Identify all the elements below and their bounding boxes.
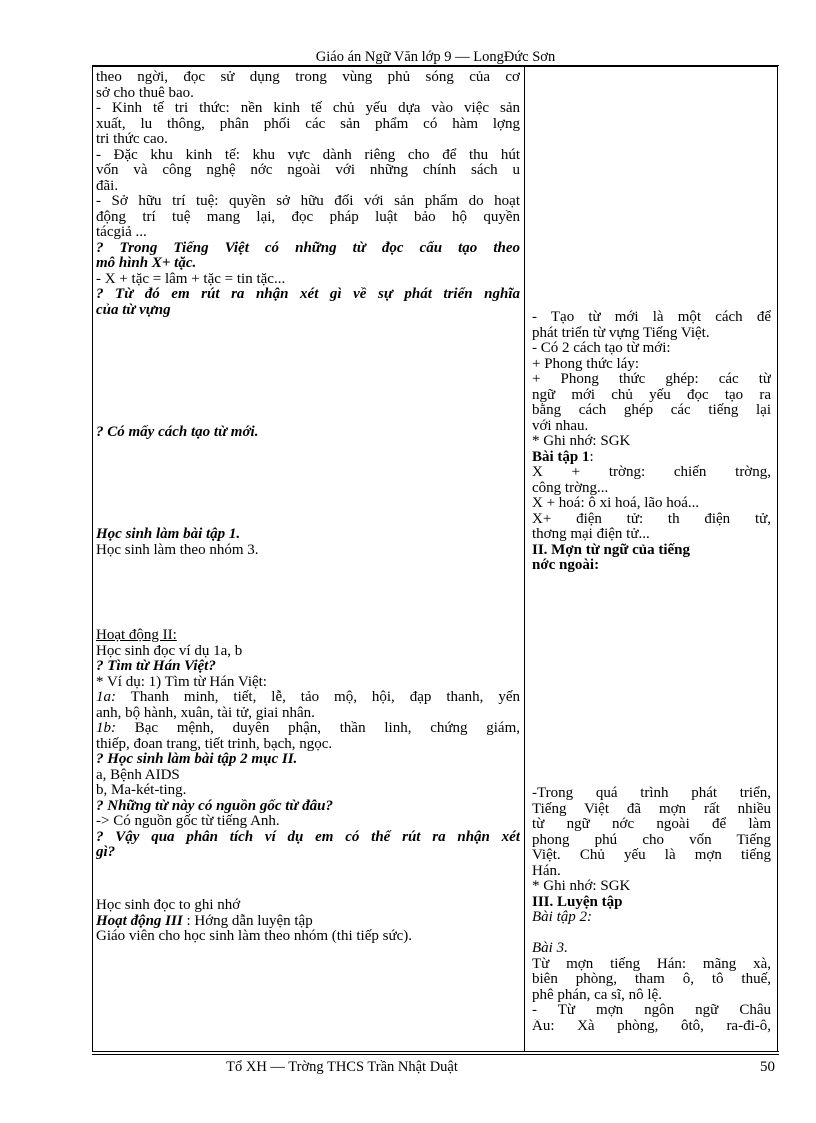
text-line: - Sở hữu trí tuệ: quyền sở hữu đối với sản phẩm do hoạt [96,194,520,209]
new-words-block [532,310,771,574]
example-label: 1a: [96,690,116,705]
text-line: sở cho thuê bao. [96,85,194,101]
text-line: Học sinh làm theo nhóm 3. [96,542,259,558]
exercise-colon: : [589,449,594,465]
borrowed-words-block [532,786,771,1034]
definitions-block [96,70,520,318]
text-line: với nhau. [532,418,589,434]
text-line: Tiếng Việt đã mợn rất nhiều [532,801,771,817]
answer-line: - X + tặc = lâm + tặc = tin tặc... [96,271,286,287]
exercise-title [532,450,771,466]
question-line: gì? [96,845,116,860]
question-line: mô hình X+ tặc. [96,256,197,271]
text-line: * Ghi nhớ: SGK [532,434,631,449]
text-line: phong phú cho vốn Tiếng [532,832,771,848]
text-line: Giáo viên cho học sinh làm theo nhóm (thi tiếp sức). [96,929,412,944]
activity-3-block [96,898,520,945]
exercise-1-block [96,527,520,558]
text-line: - Có 2 cách tạo từ mới: [532,341,671,356]
example-label: 1b: [96,721,116,736]
text-line: + Phong thức láy: [532,356,639,372]
text-line: theo ngời, đọc sử dụng trong vùng phủ sóng của cơ [96,70,520,85]
footer-rule [92,1054,779,1055]
page-number: 50 [760,1059,775,1075]
text-line: -Trong quá trình phát triển, [532,786,771,801]
text-line: * Ví dụ: 1) Tìm từ Hán Việt: [96,674,267,690]
text-line [96,690,520,706]
example-text: Bạc mệnh, duyên phận, thần linh, chứng giám, [116,721,520,736]
text-line: - Đặc khu kinh tế: khu vực dành riêng cho để thu hút [96,147,520,163]
text-line: * Ghi nhớ: SGK [532,879,631,894]
activities-column [93,67,525,1052]
text-line: thơng mại điện tử... [532,527,650,542]
question-line: ? Có mấy cách tạo từ mới. [96,425,259,440]
text-line: từ ngữ nớc ngoài để làm [532,817,771,832]
text-line: Từ mợn tiếng Hán: mãng xà, [532,956,771,972]
text-line: động trí tuệ mang lại, đọc pháp luật bảo hộ quyền [96,209,520,225]
blank-line [532,926,771,942]
text-line: - Từ mợn ngôn ngữ Châu [532,1003,771,1018]
text-line: phê phán, ca sĩ, nô lệ. [532,987,662,1003]
text-line: Việt. Chủ yếu là mợn tiếng [532,848,771,863]
exercise-title: Học sinh làm bài tập 1. [96,527,241,542]
text-line: Âu: Xà phòng, ôtô, ra-đi-ô, [532,1018,771,1034]
exercise-title: Bài 3. [532,941,568,956]
page-footer: Tổ XH — Trờng THCS Trần Nhật Duật [226,1059,458,1075]
example-text: Thanh minh, tiết, lễ, tảo mộ, hội, đạp thanh, yến [116,690,520,705]
lesson-table [92,66,778,1052]
page-header: Giáo án Ngữ Văn lớp 9 — LongĐức Sơn [315,49,556,65]
question-line: ? Học sinh làm bài tập 2 mục II. [96,752,298,767]
text-line: ngữ mới chủ yếu đọc tạo ra [532,387,771,403]
text-line: phát triển từ vựng Tiếng Việt. [532,325,710,341]
question-line: ? Những từ này có nguồn gốc từ đâu? [96,798,333,814]
question-line: của từ vựng [96,302,171,318]
question-line: ? Vậy qua phân tích ví dụ em có thể rút ra nhận xét [96,829,520,845]
question-line: ? Từ đó em rút ra nhận xét gì về sự phát triển nghĩa [96,287,520,302]
text-line: bằng cách ghép các tiếng lại [532,403,771,418]
text-line: đãi. [96,178,119,194]
text-line: - Tạo từ mới là một cách để [532,310,771,325]
activity-label: Hoạt động III [96,913,183,929]
text-line: + Phong thức ghép: các từ [532,372,771,387]
exercise-title: Bài tập 2: [532,910,592,925]
text-line: X+ điện tử: th điện tử, [532,511,771,527]
text-line: a, Bệnh AIDS [96,767,180,783]
text-line: anh, bộ hành, xuân, tài tử, giai nhân. [96,705,315,721]
section-heading: II. Mợn từ ngữ của tiếng [532,542,690,558]
text-line: Học sinh đọc to ghi nhớ [96,898,241,913]
text-line: vốn và công nghệ nớc ngoài với những chính sách u [96,163,520,178]
text-line: - Kinh tế tri thức: nền kinh tế chủ yếu dựa vào việc sản [96,101,520,116]
text-line: tácgiả ... [96,225,147,240]
section-heading: nớc ngoài: [532,558,600,573]
text-line: Hán. [532,863,561,879]
text-line: xuất, lu thông, phân phối các sản phẩm có hàm lợng [96,116,520,132]
activity-text: : Hớng dẫn luyện tập [182,913,313,929]
question-line: ? Trong Tiếng Việt có những từ đọc cấu tạo theo [96,240,520,256]
activity-heading [96,914,520,930]
text-line: X + hoá: ô xi hoá, lão hoá... [532,496,700,511]
text-line: công trờng... [532,480,609,496]
content-column [526,67,777,1052]
text-line: biên phòng, tham ô, tô thuế, [532,972,771,987]
section-heading: III. Luyện tập [532,894,623,910]
text-line: tri thức cao. [96,132,168,147]
text-line: X + trờng: chiến trờng, [532,465,771,480]
activity-2-block [96,628,520,861]
text-line: b, Ma-két-ting. [96,783,187,798]
activity-heading: Hoạt động II: [96,628,177,643]
text-line [96,721,520,737]
answer-line: -> Có nguồn gốc từ tiếng Anh. [96,814,280,829]
exercise-label: Bài tập 1 [532,449,590,465]
text-line: thiếp, đoan trang, tiết trinh, bạch, ngọc. [96,736,333,752]
question-line: ? Tìm từ Hán Việt? [96,659,216,674]
text-line: Học sinh đọc ví dụ 1a, b [96,643,243,659]
footer-rule [92,1051,779,1052]
